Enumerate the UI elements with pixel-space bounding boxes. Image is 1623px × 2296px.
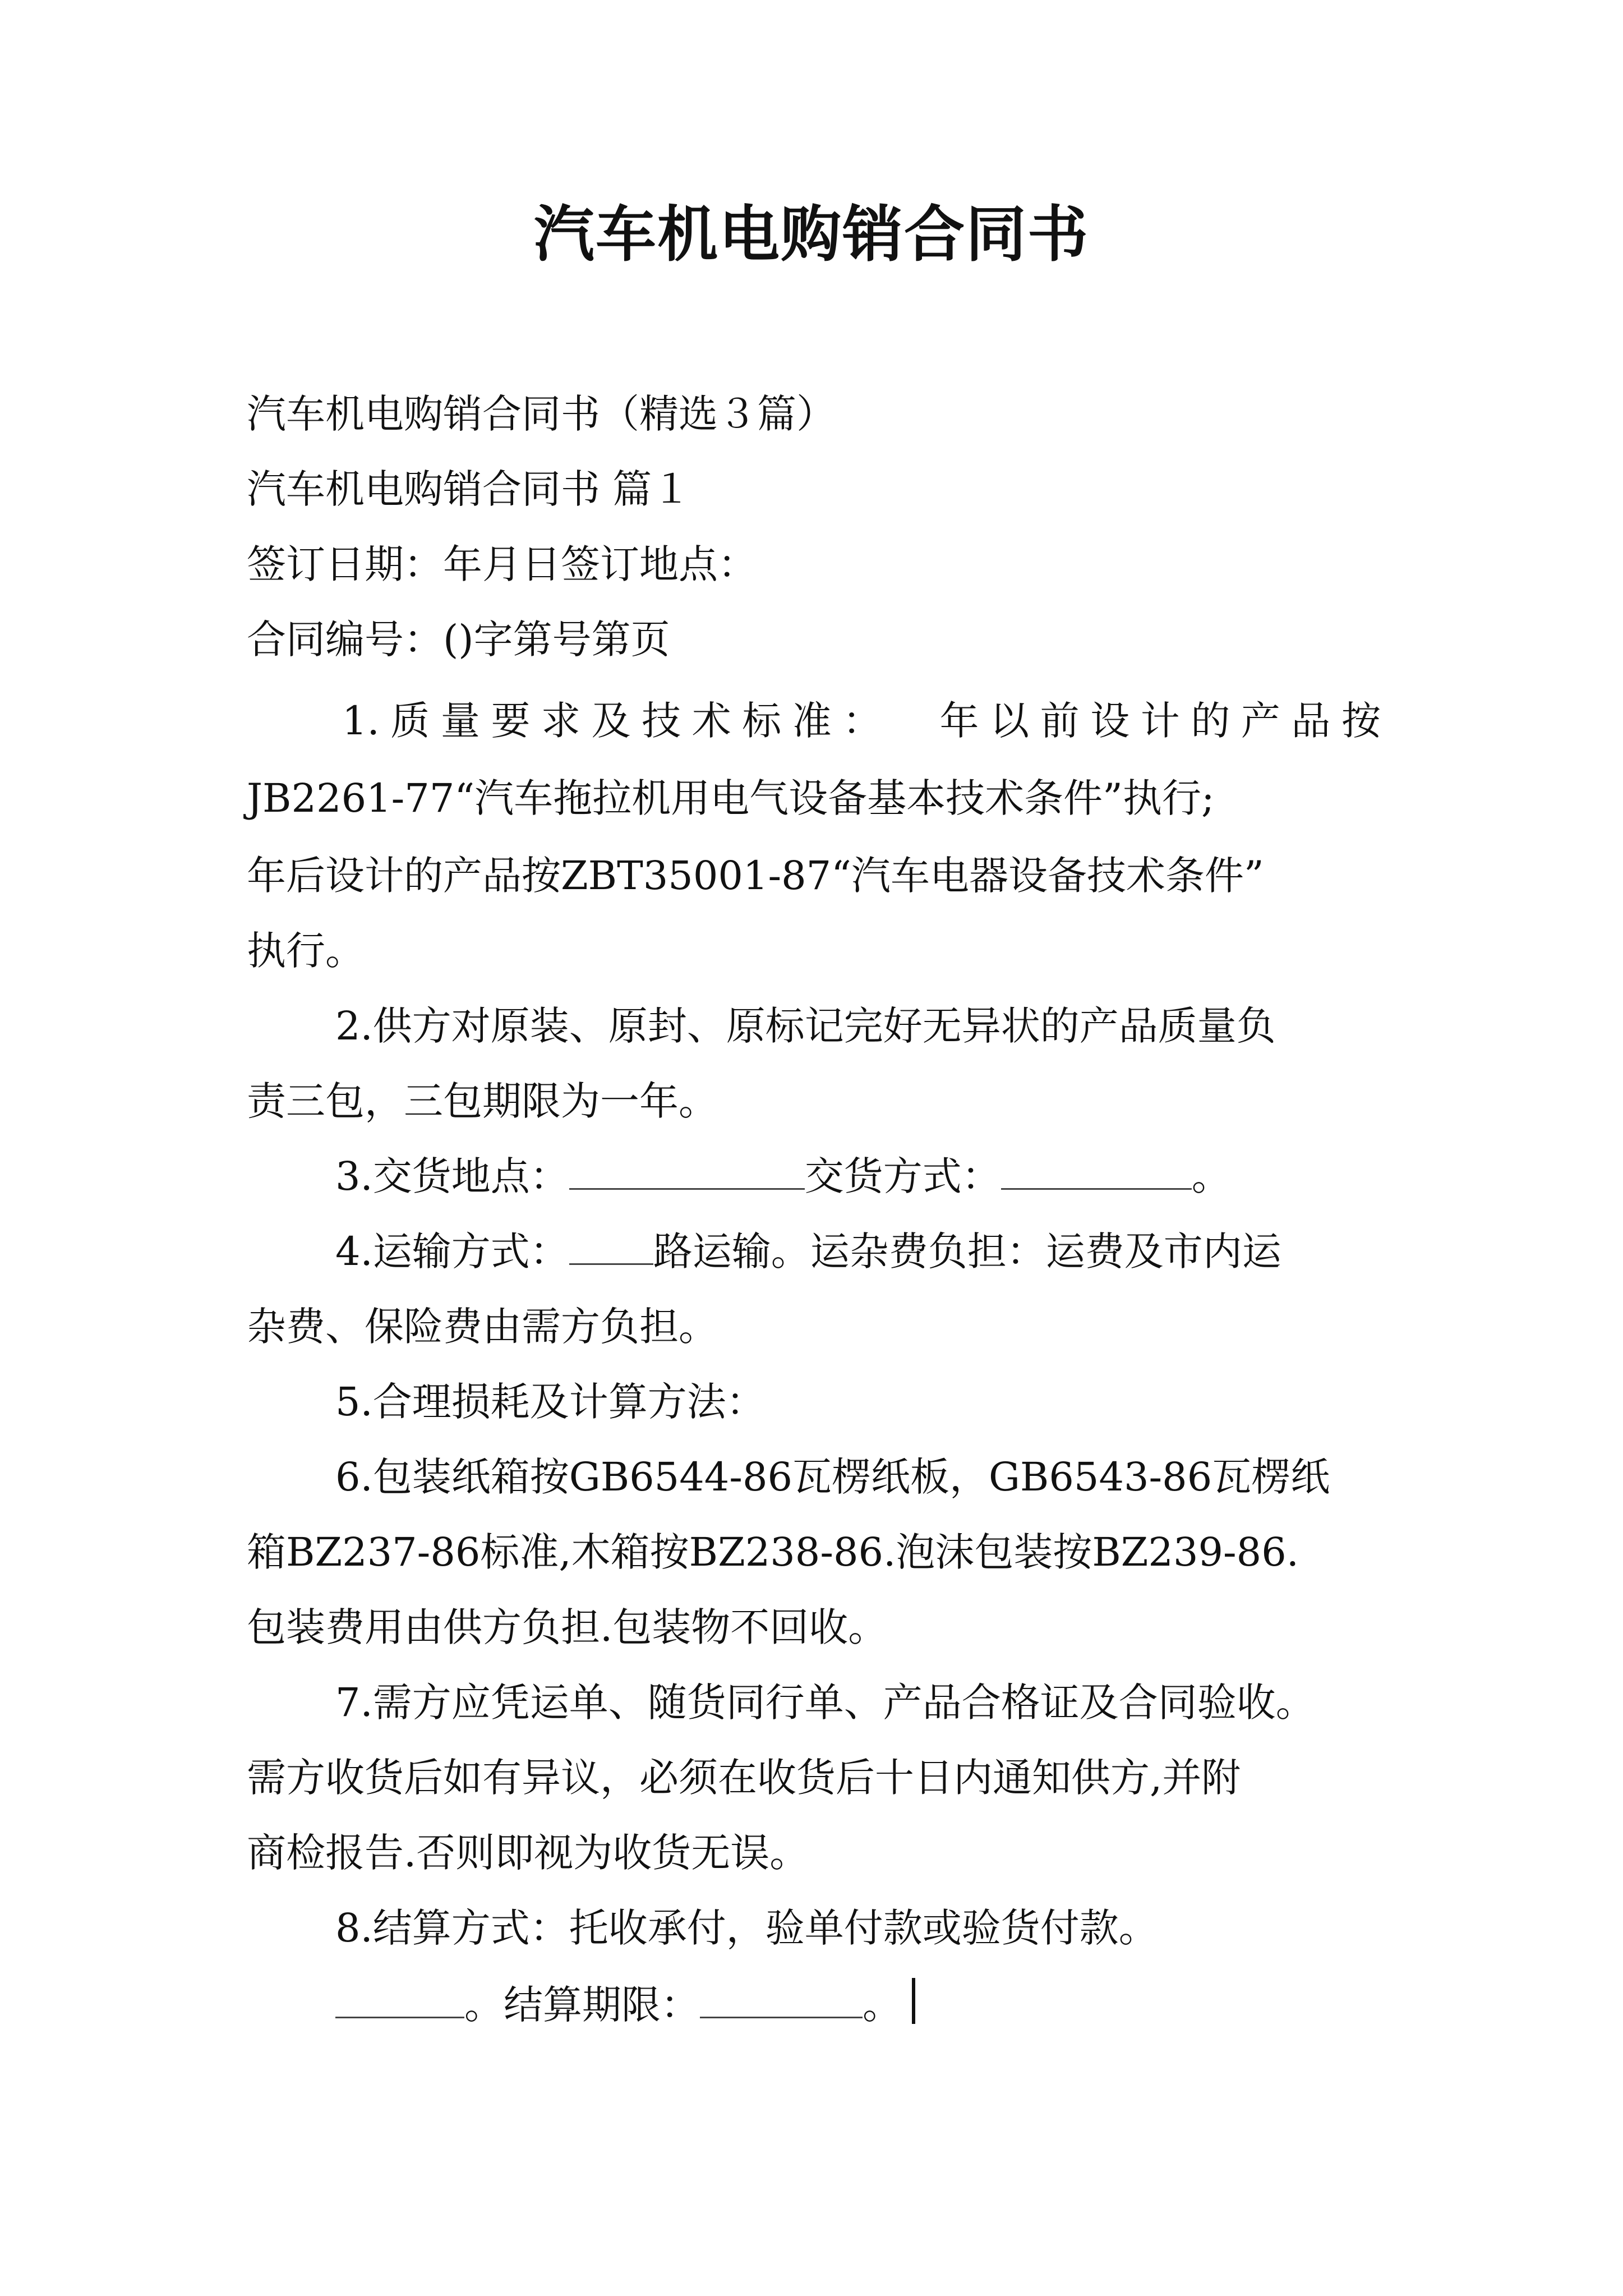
clause-6-line-3: 包装费用由供方负担.包装物不回收。 [247,1604,888,1650]
clause-7-line-1: 7.需方应凭运单、随货同行单、产品合格证及合同验收。 [335,1680,1315,1726]
clause-1-line-3: 年后设计的产品按ZBT35001-87“汽车电器设备技术条件” [247,853,1264,899]
subtitle: 汽车机电购销合同书（精选３篇） [247,391,836,437]
clause-8-line-2 [335,1978,1380,2030]
clause-7-line-2: 需方收货后如有异议，必须在收货后十日内通知供方,并附 [247,1755,1241,1801]
signing-info: 签订日期：年月日签订地点： [247,541,757,587]
clause-2-line-2: 责三包，三包期限为一年。 [247,1078,718,1124]
clause-1-line-2: JB2261-77“汽车拖拉机用电气设备基本技术条件”执行; [247,775,1215,821]
clause-4-line-2: 杂费、保险费由需方负担。 [247,1304,718,1350]
chapter-heading: 汽车机电购销合同书 篇１ [247,466,691,512]
clause-4-line-1 [335,1226,1380,1277]
clause-3-end: 。 [1191,1153,1231,1199]
settlement-term-blank[interactable] [700,1980,863,2018]
delivery-place-blank[interactable] [569,1151,805,1190]
clause-4-rest: 路运输。运杂费负担：运费及市内运 [653,1228,1281,1274]
delivery-method-blank[interactable] [1001,1151,1192,1190]
clause-1-line-4: 执行。 [247,928,365,974]
clause-8-line-1: 8.结算方式：托收承付，验单付款或验货付款。 [335,1905,1158,1951]
contract-number: 合同编号：()字第号第页 [247,616,670,662]
clause-3 [335,1151,1380,1202]
clause-8-settlement-term-label: 。结算期限： [464,1982,700,2028]
transport-method-blank[interactable] [569,1226,653,1265]
clause-6-line-1: 6.包装纸箱按GB6544-86瓦楞纸板，GB6543-86瓦楞纸 [335,1454,1330,1500]
clause-8-end: 。 [863,1982,902,2028]
settlement-method-blank[interactable] [335,1980,464,2018]
clause-7-line-3: 商检报告.否则即视为收货无误。 [247,1830,809,1876]
clause-4-transport-label: 4.运输方式： [335,1228,569,1274]
clause-3-delivery-method-label: 交货方式： [804,1153,1001,1199]
clause-3-delivery-place-label: 3.交货地点： [335,1153,569,1199]
text-cursor [912,1978,915,2024]
clause-5: 5.合理损耗及计算方法： [335,1379,766,1425]
document-title: 汽车机电购销合同书 [533,199,1089,270]
clause-1-line-1: 1.质量要求及技术标准： 年以前设计的产品按 [342,698,1381,744]
clause-2-line-1: 2.供方对原装、原封、原标记完好无异状的产品质量负 [335,1003,1276,1049]
clause-6-line-2: 箱BZ237-86标准,木箱按BZ238-86.泡沫包装按BZ239-86. [247,1529,1299,1575]
